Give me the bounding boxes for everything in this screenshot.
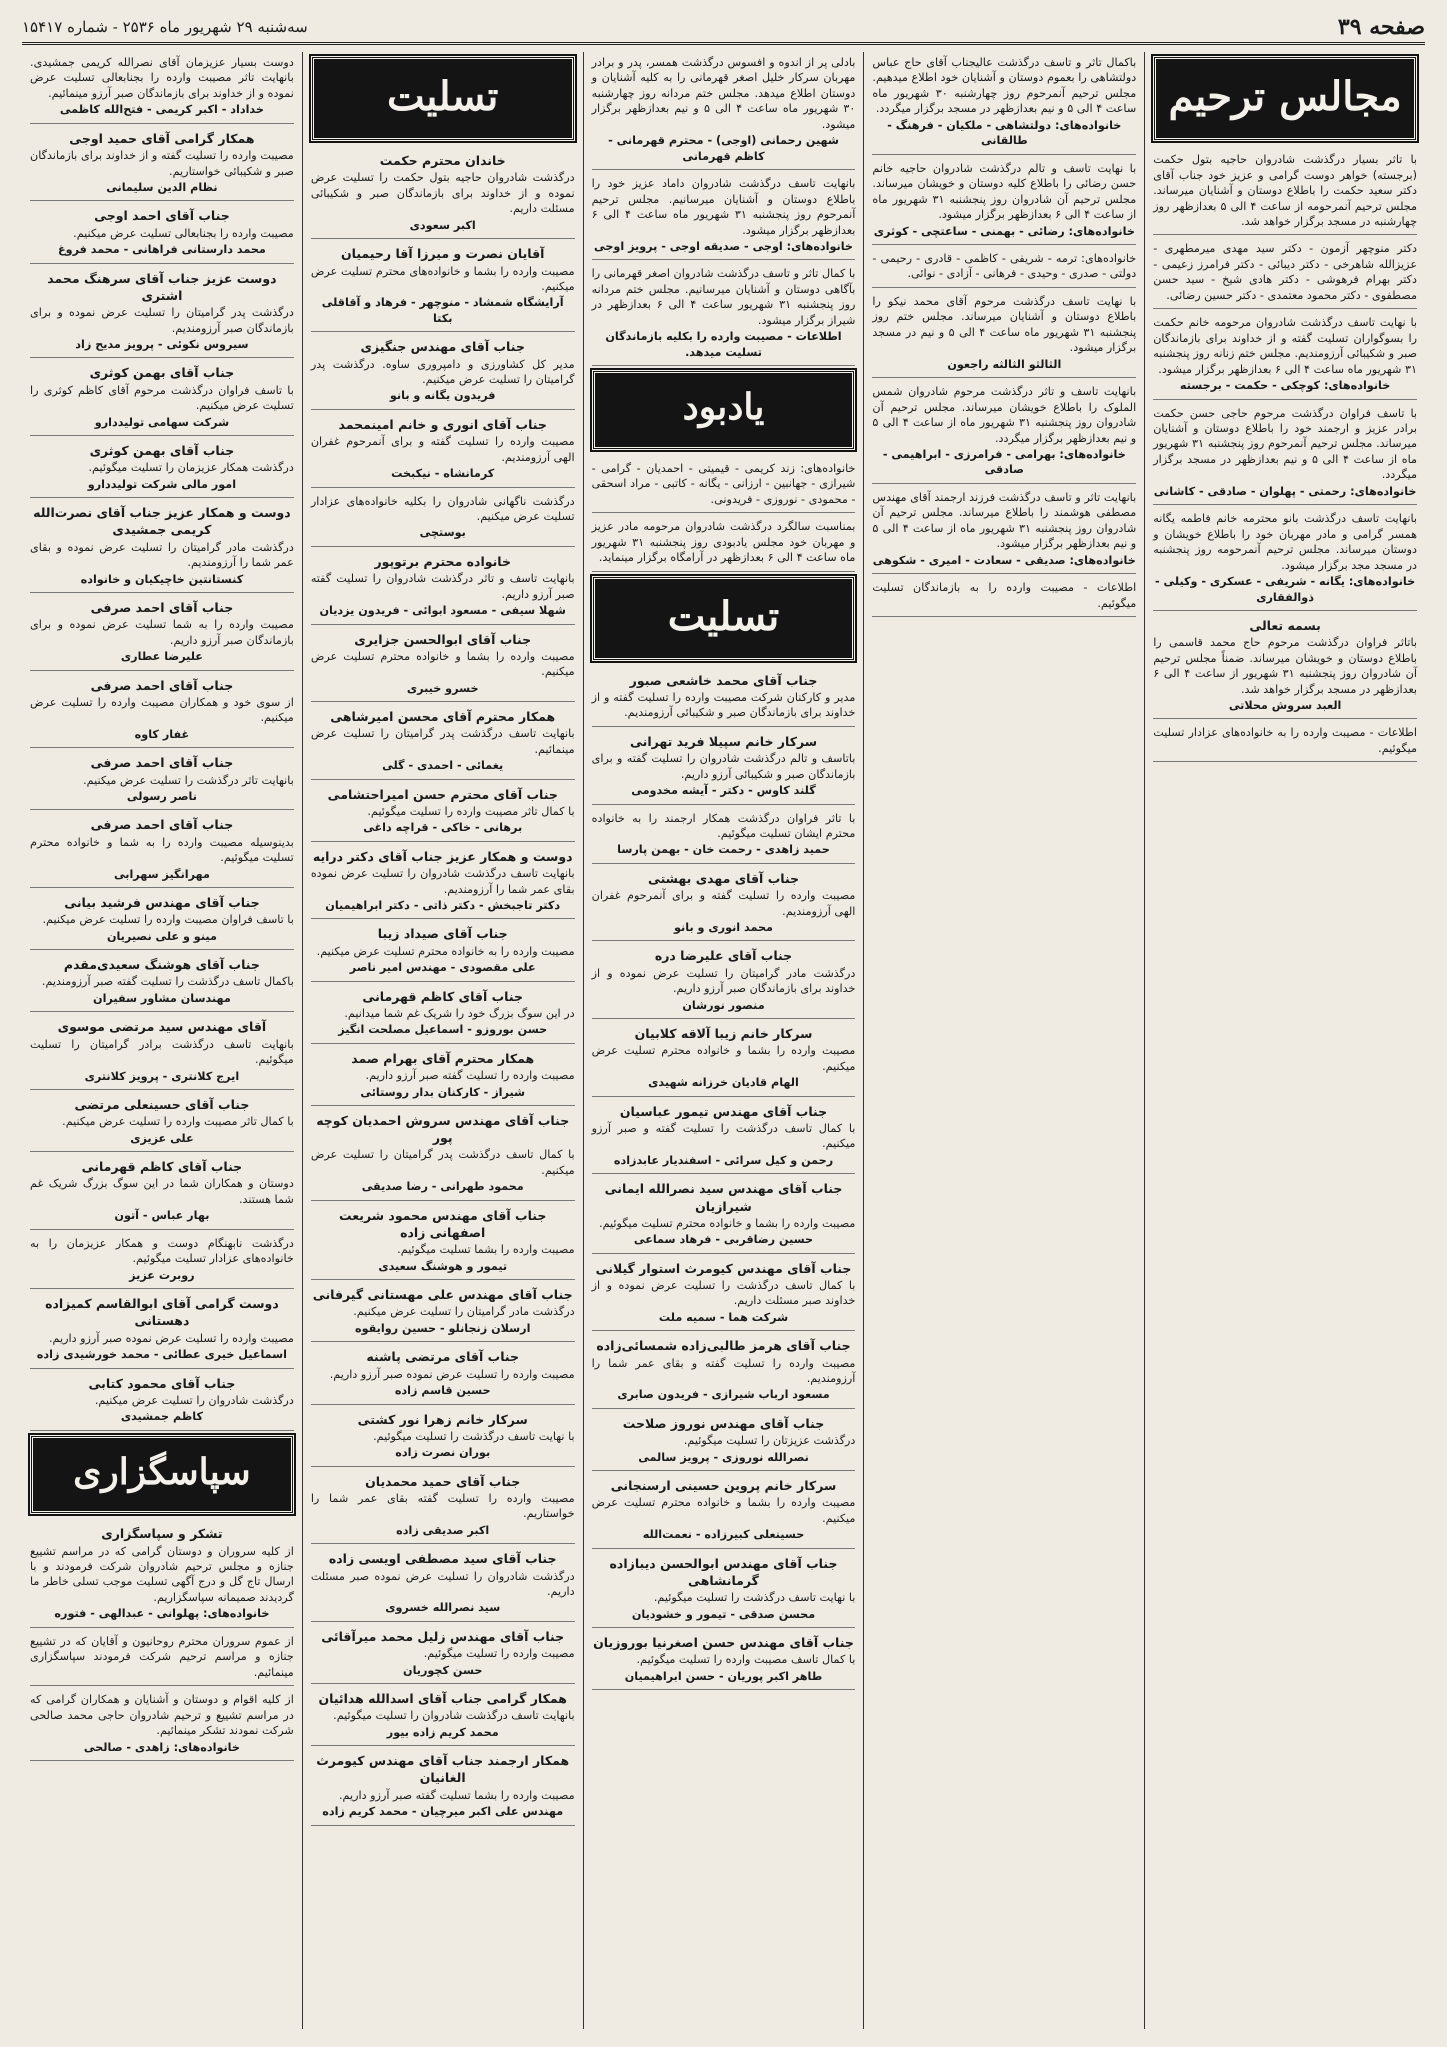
notice-item: [311, 242, 575, 332]
notice-item: [592, 1412, 856, 1471]
page-number: صفحه ۳۹: [1337, 14, 1425, 40]
notice-body: درگذشت شادروان را تسلیت عرض میکنیم.: [94, 1393, 294, 1407]
notice-signature: خانواده‌های: رحمتی - پهلوان - صادقی - کاشانی: [1153, 484, 1417, 498]
notice-body: مصیبت وارده را بشما و خانواده محترم تسلیت عرض میکنیم.: [591, 1044, 856, 1073]
notice-body: در این سوگ بزرگ خود را شریک غم شما میدانیم.: [344, 1006, 575, 1020]
notice-signature: خانواده‌های: دولتشاهی - ملکیان - فرهنگ - طالقانی: [887, 118, 1122, 148]
notice-body: مصیبت وارده را بشما تسلیت میگوئیم.: [397, 1243, 575, 1257]
notice-item: [30, 52, 294, 124]
notice-signature: مسعود ارباب شیرازی - فریدون صابری: [617, 1388, 830, 1402]
notice-item: [30, 813, 294, 888]
notice-signature: حمید زاهدی - رحمت خان - بهمن پارسا: [617, 843, 830, 857]
section-banner: مجالس ترحیم: [1153, 56, 1417, 141]
notice-item: [872, 577, 1136, 617]
notice-body: درگذشت مادر گرامیتان را تسلیت عرض نموده و از خداوند برای بازماندگان صبر آرزو داریم.: [591, 966, 856, 996]
notice-body: با تاسف فراوان درگذشت مرحوم حاجی حسن حکمت برادر عزیز و ارجمند خود را باطلاع دوستان و آشنایان میرساند. مجلس ترحیم آنمرحوم روز پنجشنبه ۳۱ شهریور ماه از ساعت ۴ الی ۵ و نیم بعدازظهر در مسجد برگزار میگردد.: [1153, 406, 1417, 482]
notice-body: بانهایت تاسف و تاثر درگذشت شادروان را تسلیت گفته صبر آرزو داریم.: [310, 572, 575, 601]
notice-signature: خانواده‌های: کوچکی - حکمت - برجسته: [1179, 379, 1391, 393]
notice-title: سرکار خانم سپیلا فرید تهرانی: [629, 733, 818, 749]
notice-title: جناب آقای احمد صرفی: [90, 755, 234, 771]
notice-body: دوستان و همکاران شما در این سوگ بزرگ شریک غم شما هستند.: [30, 1177, 294, 1206]
section-banner: تسلیت: [592, 576, 856, 661]
notice-body: درگذشت شادروان را تسلیت عرض نموده صبر مسئلت داریم.: [310, 1569, 575, 1598]
notice-body: مصیبت وارده را تسلیت گفته صبر آرزو داریم.: [365, 1069, 575, 1083]
notice-title: جناب آقای احمد اوجی: [94, 208, 230, 224]
notice-body: با نهایت تاسف درگذشت را تسلیت میگوئیم.: [653, 1591, 856, 1605]
notice-item: [311, 783, 575, 842]
notice-signature: محسن صدقی - تیمور و خشودیان: [631, 1607, 816, 1621]
notice-body: مصیبت وارده را به خانواده محترم تسلیت عرض میکنیم.: [316, 944, 575, 958]
notice-signature: شیراز - کارکنان بدار روستائی: [360, 1085, 526, 1099]
notice-body: بانهایت تاسف درگذشت شادروان را تسلیت میگوئیم.: [333, 1709, 575, 1723]
notice-title: آقایان نصرت و میرزا آقا رحیمیان: [340, 246, 545, 262]
notice-signature: کنستانتین خاچیکیان و خانواده: [80, 572, 244, 586]
notice-body: با نهایت تاسف و تالم درگذشت شادروان حاجیه خانم حسن رضائی را باطلاع کلیه دوستان و خویشان میرساند. مجلس ترحیم آن شادروان روز پنجشنبه ۳۱ شهریور ماه از ساعت ۴ الی ۶ بعدازظهر برگزار میشود.: [872, 161, 1137, 222]
notice-body: مصیبت وارده را تسلیت گفته و از خداوند برای بازماندگان صبر و شکیبائی خواستاریم.: [30, 149, 294, 178]
notice-item: [592, 458, 856, 513]
notice-signature: مهندسان مشاور سفیران: [93, 991, 231, 1005]
notice-signature: العبد سروش محلاتی: [1228, 699, 1342, 713]
notice-title: همکار گرامی جناب آقای اسدالله هدائیان: [318, 1691, 567, 1707]
notice-signature: شرکت سهامی تولیددارو: [94, 415, 230, 429]
notice-title: جناب آقای حمید محمدیان: [365, 1473, 521, 1489]
notice-signature: فریدون یگانه و بانو: [389, 389, 496, 403]
notice-body: بانهایت تاسف درگذشت شادروان داماد عزیز خود را باطلاع دوستان و آشنایان میرسانیم. مجلس ترحیم آنمرحوم روز پنجشنبه ۳۱ شهریور ماه ساعت ۴ الی ۶ بعدازظهر برگزار میشود.: [591, 177, 856, 237]
notice-signature: ارسلان زنجانلو - حسین روایقوه: [355, 1321, 531, 1335]
notice-item: [592, 944, 856, 1019]
notice-body: درگذشت همکار عزیزمان را تسلیت میگوئیم.: [88, 461, 294, 475]
notice-body: درگذشت شادروان حاجیه بتول حکمت را تسلیت عرض نموده و از خداوند برای بازماندگان صبر و شکیبائی مسئلت داریم.: [310, 171, 575, 216]
notice-body: مدیر و کارکنان شرکت مصیبت وارده را تسلیت گفته و از خداوند برای بازماندگان صبر و شکیبائی آرزومندیم.: [591, 690, 856, 720]
notice-item: [311, 1687, 575, 1746]
notice-body: با کمال تاسف مصیبت وارده را تسلیت میگوئیم.: [636, 1653, 856, 1667]
notice-signature: اکبر سعودی: [409, 218, 476, 232]
notice-body: دوست بسیار عزیزمان آقای نصرالله کریمی جمشیدی. بانهایت تاثر مصیبت وارده را بجنابعالی تسلیت عرض نموده و از خداوند برای بازماندگان صبر آرزو مینمائیم.: [30, 56, 294, 100]
notice-title: جناب آقای بهمن کوثری: [89, 365, 235, 381]
notice-body: با تاسف فراوان مصیبت وارده را تسلیت عرض میکنیم.: [42, 913, 294, 927]
notice-item: [30, 953, 294, 1012]
notice-body: مصیبت وارده را تسلیت گفته و برای آنمرحوم غفران الهی آرزومندیم.: [310, 435, 575, 464]
notice-title: جناب آقای سید مصطفی اویسی زاده: [328, 1551, 557, 1567]
notice-body: بادلی پر از اندوه و افسوس درگذشت همسر، پدر و برادر مهربان سرکار خلیل اصغر قهرمانی را به کلیه آشنایان و دوستان اطلاع میدهد. مجلس ختم مردانه روز چهارشنبه ۳۰ شهریور ماه ساعت ۴ الی ۵ و نیم بعدازظهر برگزار میشود.: [591, 56, 856, 131]
notice-body: مصیبت وارده را به شما تسلیت عرض نموده و برای بازماندگان صبر آرزو داریم.: [30, 618, 294, 647]
notice-item: [592, 669, 856, 727]
notice-item: [30, 1155, 294, 1230]
notice-item: [30, 751, 294, 810]
notice-title: سرکار خانم زهرا نور کشتی: [357, 1411, 528, 1427]
notice-signature: بهار عباس - آتون: [114, 1209, 210, 1223]
notice-title: خانواده محترم برتوپور: [374, 553, 511, 569]
notice-title: جناب آقای مهندس تیمور عباسیان: [619, 1103, 828, 1119]
notice-body: اطلاعات - مصیبت وارده را به بازماندگان تسلیت میگوئیم.: [872, 581, 1137, 610]
notice-signature: علیرضا عطاری: [120, 650, 203, 664]
notice-signature: مهرانگیز سهرابی: [113, 867, 210, 881]
notice-item: [30, 1631, 294, 1686]
notice-body: دکتر منوچهر آزمون - دکتر سید مهدی میرمطهری - عزیزالله شاهرخی - دکتر دیبائی - دکتر فرامرز زعیمی - دکتر بهرام فرهوشی - دکتر هادی شیخ - سید حسن مصطفوی - دکتر محمود معتمدی - دکتر حسین رضائی.: [1153, 242, 1417, 302]
column-5: [22, 52, 302, 2029]
notice-title: جناب آقای هرمز طالبی‌زاده شمسائی‌زاده: [596, 1338, 851, 1354]
notice-signature: اطلاعات - مصیبت وارده را بکلیه بازماندگان تسلیت میدهد.: [605, 330, 842, 359]
notice-signature: حسینعلی کبیرزاده - نعمت‌الله: [642, 1528, 805, 1542]
notice-body: مصیبت وارده را تسلیت عرض نموده صبر آرزو داریم.: [329, 1367, 575, 1381]
notice-signature: خانواده‌های: رضائی - بهمنی - ساعتچی - کوثری: [873, 224, 1135, 238]
notice-item: [311, 1204, 575, 1280]
notice-signature: خسرو خیبری: [406, 681, 479, 695]
notice-signature: منصور نورشان: [682, 998, 765, 1012]
notice-item: [872, 381, 1136, 484]
column-2: [863, 52, 1144, 2029]
notice-signature: غفار کاوه: [134, 727, 190, 741]
notice-body: مصیبت وارده را تسلیت میگوئیم.: [423, 1647, 575, 1661]
notice-item: [30, 1015, 294, 1090]
notice-body: با نهایت تاسف درگذشت شادروان مرحومه خانم حکمت را بسوگواران تسلیت گفته و از خداوند برای بازماندگان صبر و شکیبائی آرزومندیم. مجلس ختم زنانه روز پنجشنبه ۳۱ شهریور ماه ساعت ۴ الی ۶ بعدازظهر برگزار میشود.: [1153, 316, 1417, 376]
notice-body: بانهایت تاثر درگذشت را تسلیت عرض میکنیم.: [83, 773, 294, 787]
notice-signature: رحمن و کیل سرائی - اسفندیار عابدزاده: [613, 1153, 834, 1167]
notice-body: خانواده‌های: ترمه - شریفی - کاظمی - قادری - رحیمی - دولتی - صدری - وحیدی - فرهانی - آزادی - نوائی.: [872, 251, 1137, 281]
notice-body: بانهایت تاسف و تاثر درگذشت مرحوم شادروان شمس الملوک را باطلاع خویشان میرساند. مجلس ترحیم آن شادروان روز پنجشنبه ۳۱ شهریور ماه از ساعت ۴ الی ۵ و نیم بعدازظهر برگزار میگردد.: [872, 385, 1137, 445]
notice-signature: ناصر رسولی: [126, 789, 197, 803]
notice-title: جناب آقای مهندس علی مهستانی گیرفانی: [312, 1287, 573, 1303]
notice-title: جناب آقای مهندس ابوالحسن دیبازاده گرمانشاهی: [609, 1555, 838, 1588]
notice-body: باکمال تاسف درگذشت را تسلیت گفته صبر آرزومندیم.: [41, 975, 294, 989]
notice-body: خانواده‌های: زند کریمی - قیمیتی - احمدیان - گرامی - شیرازی - جهانبین - ارزانی - یگانه - کاتبی - مراد اسحقی - محمودی - نوروزی - فریدونی.: [591, 461, 856, 506]
notice-body: درگذشت ناگهانی شادروان را بکلیه خانواده‌های عزادار تسلیت عرض میکنیم.: [310, 494, 575, 523]
notice-title: جناب آقای محمود کتابی: [88, 1375, 236, 1391]
notice-title: جناب آقای مهندس نوروز صلاحت: [622, 1415, 825, 1431]
notice-title: دوست و همکار عزیز جناب آقای دکتر درایه: [312, 848, 573, 864]
column-4: [302, 52, 583, 2029]
notice-title: جناب آقای مهدی بهشتی: [647, 870, 800, 886]
notice-title: جناب آقای ابوالحسن جزایری: [354, 631, 532, 647]
notice-item: [30, 1689, 294, 1761]
notice-signature: امور مالی شرکت تولیددارو: [87, 477, 237, 491]
notice-title: جناب آقای محمد خاشعی صبور: [629, 672, 818, 688]
notice-body: بانهایت تاسف درگذشت برادر گرامیتان را تسلیت میگوئیم.: [30, 1037, 294, 1067]
notice-signature: محمود طهرانی - رضا صدیقی: [361, 1180, 524, 1194]
notice-title: جناب آقای هوشنگ سعیدی‌مقدم: [63, 957, 260, 973]
notice-item: [592, 808, 856, 864]
notice-title: جناب آقای کاظم قهرمانی: [81, 1159, 243, 1175]
notice-item: [592, 867, 856, 942]
notice-body: اطلاعات - مصیبت وارده را به خانواده‌های عزادار تسلیت میگوئیم.: [1153, 726, 1417, 755]
notice-item: [30, 439, 294, 498]
notice-signature: اسماعیل خیری عطائی - محمد خورشیدی زاده: [36, 1348, 288, 1362]
notice-item: [592, 1177, 856, 1253]
notice-item: [311, 628, 575, 703]
notice-body: با کمال تاسف درگذشت پدر گرامیتان را تسلیت عرض میکنیم.: [310, 1148, 575, 1177]
notice-signature: الهام قادیان خرزانه شهیدی: [648, 1076, 799, 1090]
notice-item: [592, 1257, 856, 1332]
notice-item: [872, 487, 1136, 574]
notice-item: [311, 413, 575, 488]
notice-item: [30, 1522, 294, 1628]
notice-item: [311, 1345, 575, 1404]
notice-signature: سیروس نکوئی - پرویز مدیح زاد: [75, 337, 249, 351]
notice-item: [30, 501, 294, 593]
notice-body: درگذشت مادر گرامیتان را تسلیت عرض نموده و بقای عمر شما را آرزومندیم.: [30, 540, 294, 570]
notice-body: درگذشت پدر گرامیتان را تسلیت عرض نموده و برای بازماندگان صبر آرزومندیم.: [30, 306, 294, 335]
notice-item: [30, 361, 294, 436]
notice-signature: حسین رضاقربی - فرهاد سماعی: [633, 1233, 814, 1247]
notice-item: [592, 173, 856, 260]
notice-item: [311, 922, 575, 981]
notice-body: مصیبت وارده را بجنابعالی تسلیت عرض میکنیم.: [73, 226, 294, 240]
notice-item: [592, 1474, 856, 1549]
notice-item: [311, 705, 575, 780]
notice-item: [592, 1100, 856, 1175]
notice-signature: حسن بوروزو - اسماعیل مصلحت انگیز: [338, 1023, 548, 1037]
notice-body: مصیبت وارده را تسلیت گفته بقای عمر شما را خواستاریم.: [310, 1491, 575, 1521]
notice-item: [311, 1749, 575, 1825]
notice-title: جناب آقای احمد صرفی: [90, 817, 234, 833]
notice-body: مصیبت وارده را بشما تسلیت گفته صبر آرزو داریم.: [338, 1788, 575, 1802]
notice-title: جناب آقای مهندس محمود شریعت اصفهانی زاده: [339, 1207, 547, 1241]
notice-item: [872, 291, 1136, 378]
notice-body: از سوی خود و همکاران مصیبت وارده را تسلیت عرض میکنیم.: [30, 695, 294, 725]
notice-item: [1153, 403, 1417, 506]
notice-title: جناب آقای احمد صرفی: [90, 600, 234, 616]
notice-body: مصیبت وارده را بشما و خانواده محترم تسلیت عرض میکنیم.: [310, 649, 575, 679]
notice-item: [1153, 238, 1417, 309]
notice-item: [30, 1093, 294, 1152]
notice-body: مصیبت وارده را تسلیت عرض نموده صبر آرزو داریم.: [48, 1331, 294, 1345]
notice-signature: سید نصرالله خسروی: [385, 1601, 501, 1615]
notice-item: [311, 845, 575, 920]
notice-signature: تیمور و هوشنگ سعیدی: [378, 1259, 508, 1273]
notice-item: [592, 1552, 856, 1628]
notice-item: [1153, 722, 1417, 762]
notice-title: جناب آقای مهندس زلیل محمد میرآقائی: [321, 1628, 565, 1644]
notice-item: [592, 1631, 856, 1690]
notice-signature: خانواده‌های: زاهدی - صالحی: [83, 1740, 240, 1754]
notice-item: [30, 204, 294, 263]
notice-signature: خانواده‌های: بهرامی - فرامرزی - ابراهیمی - صادقی: [882, 447, 1126, 477]
notice-signature: خانواده‌های: پهلوانی - عبدالهی - فتوره: [54, 1607, 270, 1621]
page-header: [22, 12, 1425, 45]
notice-signature: خانواده‌های: یگانه - شریفی - عسکری - وکیلی - ذوالفقاری: [1155, 575, 1416, 604]
notice-body: با کمال تاثر مصیبت وارده را تسلیت میگوئیم.: [367, 804, 575, 818]
notice-title: دوست و همکار عزیز جناب آقای نصرت‌الله کریمی جمشیدی: [33, 505, 291, 538]
notice-signature: برهانی - خاکی - قراچه داغی: [363, 821, 523, 835]
notice-body: باتاثر فراوان درگذشت مرحوم حاج محمد قاسمی را باطلاع دوستان و خویشان میرساند. ضمناً مجلس ترحیم آن شادروان روز پنجشنبه ۳۱ شهریور از ساعت ۴ الی ۶ بعدازظهر در مسجد برگزار خواهد شد.: [1153, 636, 1417, 696]
notice-signature: خداداد - اکبر کریمی - فتح‌الله کاظمی: [59, 103, 264, 117]
notice-title: تشکر و سپاسگزاری: [101, 1526, 223, 1542]
notice-title: جناب آقای مهندس فرشید بیانی: [64, 895, 260, 911]
notice-body: مصیبت وارده را بشما و خانواده محترم تسلیت عرض میکنیم.: [591, 1496, 856, 1525]
notice-item: [592, 1334, 856, 1409]
notice-body: مصیبت وارده را تسلیت گفته و برای آنمرحوم غفران الهی آرزومندیم.: [591, 889, 856, 918]
notice-body: از عموم سروران محترم روحانیون و آقایان که در تشییع جنازه و مراسم ترحیم شرکت فرمودند سپاسگزاری مینمائیم.: [30, 1634, 294, 1679]
column-1: [1144, 52, 1425, 2029]
notice-body: باکمال تاثر و تاسف درگذشت عالیجناب آقای حاج عباس دولتشاهی را بعموم دوستان و آشنایان خود اطلاع میدهیم. مجلس ترحیم آنمرحوم روز چهارشنبه ۳۰ شهریور ماه ساعت ۴ الی ۵ و نیم بعدازظهر در مسجد برگزار میگردد.: [872, 56, 1137, 116]
notice-signature: شهین رحمانی (اوجی) - محترم قهرمانی - کاظم قهرمانی: [608, 134, 839, 163]
notice-item: [592, 516, 856, 571]
notice-body: با کمال تاسف درگذشت را تسلیت گفته و صبر آرزو میکنیم.: [591, 1121, 856, 1151]
notice-signature: حسین قاسم زاده: [394, 1384, 491, 1398]
notice-body: بانهایت تاسف درگذشت پدر گرامیتان را تسلیت عرض مینمائیم.: [310, 727, 575, 756]
notice-title: جناب آقای محترم حسن امیراحتشامی: [327, 786, 558, 802]
notice-item: [872, 158, 1136, 245]
notice-body: با کمال تاثر مصیبت وارده را تسلیت عرض میکنیم.: [62, 1115, 294, 1129]
notice-signature: آرایشگاه شمشاد - منوچهر - فرهاد و آقاقلی بکتا: [321, 296, 564, 325]
notice-signature: الثالثو الثالثه راجعون: [947, 357, 1062, 371]
notice-item: [1153, 614, 1417, 720]
notice-signature: کرمانشاه - نیکبخت: [391, 467, 495, 481]
notice-title: همکار محترم آقای بهرام صمد: [351, 1050, 535, 1066]
notice-body: درگذشت مادر گرامیتان را تسلیت عرض میکنیم.: [353, 1305, 575, 1319]
notice-title: آقای مهندس سید مرتضی موسوی: [57, 1019, 267, 1035]
notice-title: سرکار خانم زیبا آلاقه کلابیان: [634, 1026, 813, 1042]
notice-signature: محمد انوری و بانو: [674, 921, 773, 935]
notice-item: [311, 985, 575, 1044]
notice-body: با نهایت تاسف درگذشت مرحوم آقای محمد نیکو را باطلاع دوستان و آشنایان میرساند. مجلس ختم روز پنجشنبه ۳۱ شهریور ماه ساعت ۴ الی ۵ و نیم در مسجد برگزار میشود.: [872, 294, 1137, 355]
section-banner: تسلیت: [311, 56, 575, 141]
notice-item: [1153, 312, 1417, 399]
notice-body: با کمال تاسف درگذشت را تسلیت عرض نموده و از خداوند صبر مسئلت داریم.: [591, 1278, 856, 1308]
notice-item: [30, 1292, 294, 1368]
notice-title: خاندان محترم حکمت: [379, 153, 506, 169]
notice-title: همکار محترم آقای محسن امیرشاهی: [330, 709, 556, 725]
notice-item: [592, 263, 856, 366]
notice-title: جناب آقای مرتضی پاشنه: [366, 1349, 519, 1365]
notice-item: [30, 1372, 294, 1431]
notice-signature: محمد کریم زاده بیور: [386, 1725, 499, 1739]
notice-signature: بوران نصرت زاده: [395, 1446, 491, 1460]
notice-item: [30, 596, 294, 671]
notice-signature: یغمائی - احمدی - گلی: [382, 759, 504, 773]
notice-body: از کلیه اقوام و دوستان و آشنایان و همکاران گرامی که در مراسم تشییع و ترحیم شادروان حاجی محمد صالحی شرکت نمودند تشکر مینمائیم.: [30, 1693, 294, 1738]
notice-title: جناب آقای کاظم قهرمانی: [362, 988, 523, 1004]
notice-body: بانهایت تاسف درگذشت شادروان را تسلیت عرض نموده بقای عمر شما را آرزومندیم.: [310, 867, 575, 896]
notice-body: مصیبت وارده را بشما و خانواده‌های محترم تسلیت عرض میکنیم.: [310, 264, 575, 293]
notice-title: جناب آقای مهندس حسن اصغرنیا بوروزیان: [593, 1635, 854, 1651]
notice-title: دوست عزیز جناب آقای سرهنگ محمد اشتری: [47, 270, 277, 303]
notice-signature: مهندس علی اکبر میرچیان - محمد کریم زاده: [322, 1805, 564, 1819]
notice-item: [30, 127, 294, 202]
notice-title: سرکار خانم پروین حسینی ارسنجانی: [610, 1478, 837, 1494]
notice-item: [311, 550, 575, 625]
notice-signature: محمد دارستانی فراهانی - محمد فروغ: [58, 243, 266, 257]
notice-signature: نصرالله نوروزی - پرویز سالمی: [638, 1450, 809, 1464]
notice-title: جناب آقای مهندس کیومرث استوار گیلانی: [595, 1260, 852, 1276]
notice-body: بمناسبت سالگرد درگذشت شادروان مرحومه مادر عزیز و مهربان خود مجلس یادبودی روز پنجشنبه ۳۱ شهریور ماه ساعت ۴ الی ۶ بعدازظهر در آرامگاه برگزار مینماید.: [591, 520, 856, 565]
notice-item: [311, 335, 575, 410]
notice-title: جناب آقای مهندس جنگیزی: [360, 339, 525, 355]
notice-signature: خانواده‌های: صدیقی - سعادت - امیری - شکوهی: [872, 553, 1136, 567]
notice-title: جناب آقای احمد صرفی: [90, 677, 234, 693]
notice-item: [311, 1283, 575, 1342]
notice-body: بدینوسیله مصیبت وارده را به شما و خانواده محترم تسلیت میگوئیم.: [30, 835, 294, 865]
notice-title: همکار گرامی آقای حمید اوجی: [69, 130, 255, 146]
notice-item: [872, 52, 1136, 155]
notice-signature: علی عزیزی: [130, 1131, 194, 1145]
notice-signature: ایرج کلانتری - پرویز کلانتری: [84, 1069, 240, 1083]
notice-body: با تاثر بسیار درگذشت شادروان حاجیه بتول حکمت (برجسته) خواهر دوست گرامی و عزیز خود جناب آقای دکتر سعید حکمت را باطلاع دوستان و آشنایان میرساند. مجلس ترحیم آنمرحومه از ساعت ۴ الی ۵ بعدازظهر روز چهارشنبه در مسجد برگزار خواهد شد.: [1153, 153, 1417, 228]
notice-item: [30, 891, 294, 950]
notice-item: [592, 52, 856, 170]
notice-body: درگذشت عزیزتان را تسلیت میگوئیم.: [683, 1434, 856, 1448]
notice-body: درگذشت نابهنگام دوست و همکار عزیزمان را به خانواده‌های عزادار تسلیت میگوئیم.: [30, 1236, 294, 1266]
notice-body: از کلیه سروران و دوستان گرامی که در مراسم تشییع جنازه و مجلس ترحیم شادروان شرکت فرمودند و با ارسال تاج گل و درج آگهی تسلیت موجب تسلی خاطر ما گردیدند صمیمانه سپاسگزاریم.: [30, 1544, 294, 1604]
notice-body: مدیر کل کشاورزی و دامپروری ساوه. درگذشت پدر گرامیتان را تسلیت عرض میکنیم.: [310, 357, 575, 387]
notice-title: جناب آقای مهندس سید نصرالله ایمانی شیرازیان: [604, 1181, 843, 1214]
notice-body: مصیبت وارده را تسلیت گفته و بقای عمر شما را آرزومندیم.: [591, 1356, 856, 1386]
notice-body: با تاسف فراوان درگذشت مرحوم آقای کاظم کوثری را تسلیت عرض میکنیم.: [30, 383, 294, 413]
notice-signature: خانواده‌های: اوجی - صدیقه اوجی - پرویز اوجی: [594, 239, 853, 253]
notice-item: [30, 674, 294, 749]
notice-title: جناب آقای بهمن کوثری: [89, 443, 235, 459]
notice-signature: دکتر تاجبخش - دکتر ذاتی - دکتر ابراهیمیان: [325, 899, 561, 913]
notice-signature: شهلا سیفی - مسعود ابوائی - فریدون یزدیان: [319, 604, 566, 618]
notice-body: با تاثر فراوان درگذشت همکار ارجمند را به خانواده محترم ایشان تسلیت میگوئیم.: [591, 811, 856, 840]
notice-item: [30, 267, 294, 359]
columns: [22, 52, 1425, 2029]
notice-signature: شرکت هما - سمیه ملت: [658, 1310, 789, 1324]
section-banner: یادبود: [592, 370, 856, 450]
notice-title: همکار ارجمند جناب آقای مهندس کیومرث الغانیان: [316, 1753, 570, 1786]
notice-item: [311, 491, 575, 547]
notice-title: جناب آقای علیرضا دره: [654, 948, 793, 964]
notice-body: باتاسف و تالم درگذشت شادروان را تسلیت گفته و برای بازماندگان صبر و شکیبائی آرزو داریم.: [591, 752, 856, 781]
notice-item: [311, 1408, 575, 1467]
notice-signature: نظام الدین سلیمانی: [106, 180, 218, 194]
notice-item: [311, 1470, 575, 1545]
notice-signature: کاظم جمشیدی: [120, 1410, 203, 1424]
column-3: [583, 52, 864, 2029]
notice-item: [1153, 508, 1417, 611]
notice-item: [311, 1625, 575, 1684]
notice-item: [311, 1547, 575, 1622]
section-banner: سپاسگزاری: [30, 1435, 294, 1515]
notice-item: [1153, 149, 1417, 235]
notice-title: جناب آقای انوری و خانم امینمحمد: [338, 416, 547, 432]
notice-item: [30, 1233, 294, 1289]
notice-signature: اکبر صدیقی زاده: [396, 1523, 490, 1537]
notice-signature: گلند کاوس - دکتر - آیشه مخدومی: [631, 784, 816, 798]
notice-item: [311, 149, 575, 239]
notice-item: [592, 1022, 856, 1097]
notice-item: [311, 1109, 575, 1201]
issue-line: سه‌شنبه ۲۹ شهریور ماه ۲۵۳۶ - شماره ۱۵۴۱۷: [22, 18, 308, 36]
notice-body: با نهایت تاسف درگذشت را تسلیت میگوئیم.: [373, 1429, 575, 1443]
notice-item: [311, 1047, 575, 1106]
notice-signature: علی مقصودی - مهندس امیر ناصر: [349, 961, 536, 975]
notice-item: [592, 730, 856, 805]
notice-signature: مینو و علی نصیریان: [106, 929, 217, 943]
notice-body: بانهایت تاسف درگذشت بانو محترمه خانم فاطمه یگانه همسر گرامی و مادر مهربان خود را باطلاع خویشان و دوستان میرساند. مجلس ترحیم آنمرحومه روز پنجشنبه در مسجد مجد برگزار میشود.: [1153, 512, 1417, 572]
notice-signature: روبرت عزیز: [129, 1268, 195, 1282]
notice-signature: حسن کچوریان: [403, 1663, 483, 1677]
notice-body: مصیبت وارده را بشما و خانواده محترم تسلیت میگوئیم.: [599, 1216, 856, 1230]
notice-signature: بوستچی: [419, 526, 466, 540]
notice-signature: طاهر اکبر پوریان - حسن ابراهیمیان: [624, 1669, 823, 1683]
notice-title: جناب آقای مهندس سروش احمدیان کوچه پور: [316, 1112, 570, 1146]
notice-title: بسمه تعالی: [1249, 617, 1321, 633]
notice-item: [872, 248, 1136, 288]
notice-title: دوست گرامی آقای ابوالقاسم کمیزاده دهستانی: [45, 1296, 279, 1329]
notice-title: جناب آقای حسینعلی مرتضی: [74, 1096, 250, 1112]
notice-body: بانهایت تاثر و تاسف درگذشت فرزند ارجمند آقای مهندس مصطفی هوشمند را باطلاع میرساند. مجلس ترحیم آن شادروان روز پنجشنبه ۳۱ شهریور ماه از ساعت ۴ الی ۵ و نیم بعدازظهر برگزار میشود.: [872, 490, 1137, 551]
notice-title: جناب آقای صیداد زیبا: [377, 926, 508, 942]
notice-body: با کمال تاثر و تاسف درگذشت شادروان اصغر قهرمانی را بآگاهی دوستان و آشنایان میرسانیم. مجلس ختم مردانه روز پنجشنبه ۳۱ شهریور ساعت ۴ الی ۶ بعدازظهر در شیراز برگزار میشود.: [591, 267, 856, 327]
